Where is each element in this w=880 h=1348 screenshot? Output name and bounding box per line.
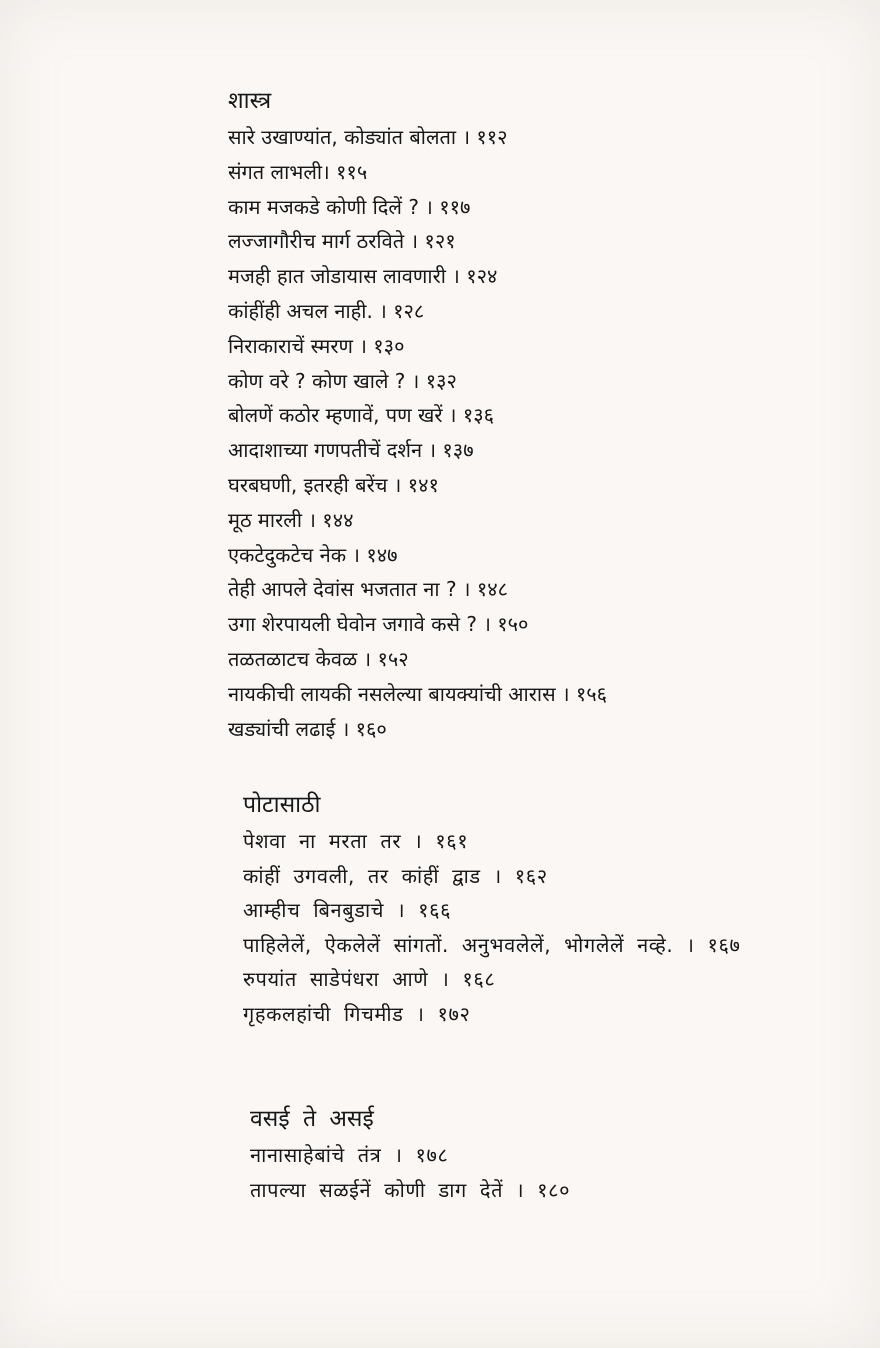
- toc-entry: नायकीची लायकी नसलेल्या बायक्यांची आरास । १५६: [228, 681, 608, 706]
- toc-entry: खड्यांची लढाई । १६०: [228, 716, 387, 741]
- toc-entry: निराकाराचें स्मरण । १३०: [228, 333, 405, 358]
- toc-entry: बोलणें कठोर म्हणावें, पण खरें । १३६: [228, 403, 495, 428]
- toc-entry: रुपयांत साडेपंधरा आणे । १६८: [243, 967, 496, 992]
- toc-entry: एकटेदुकटेच नेक । १४७: [228, 542, 398, 567]
- toc-entry: काम मजकडे कोणी दिलें ? । ११७: [228, 194, 471, 219]
- toc-entry: कांहीं उगवली, तर कांहीं द्वाड । १६२: [243, 863, 548, 888]
- toc-entry: आम्हीच बिनबुडाचे । १६६: [243, 898, 452, 923]
- section-heading: वसई ते असई: [250, 1106, 374, 1132]
- toc-section-vasai-te-asai: [250, 1104, 570, 1208]
- toc-entry: गृहकलहांची गिचमीड । १७२: [243, 1001, 471, 1026]
- section-heading: शास्त्र: [228, 88, 272, 114]
- toc-entry: संगत लाभली। ११५: [228, 159, 368, 184]
- toc-entry: कांहींही अचल नाही. । १२८: [228, 298, 425, 323]
- toc-entry: कोण वरे ? कोण खाले ? । १३२: [228, 368, 457, 393]
- toc-entry: मूठ मारली । १४४: [228, 507, 354, 532]
- toc-entry: पेशवा ना मरता तर । १६१: [243, 829, 469, 853]
- toc-entry: घरबघणी, इतरही बरेंच । १४१: [228, 472, 439, 497]
- toc-entry: आदाशाच्या गणपतीचें दर्शन । १३७: [228, 438, 474, 463]
- toc-entry: सारे उखाण्यांत, कोड्यांत बोलता । ११२: [228, 125, 508, 149]
- toc-section-shastra: [228, 86, 607, 746]
- toc-entry: लज्जागौरीच मार्ग ठरविते । १२१: [228, 229, 456, 254]
- toc-section-potasathi: [243, 790, 740, 1032]
- toc-entry: नानासाहेबांचे तंत्र । १७८: [250, 1143, 449, 1167]
- toc-entry: तापल्या सळईनें कोणी डाग देतें । १८०: [250, 1178, 571, 1202]
- toc-entry: पाहिलेलें, ऐकलेलें सांगतों. अनुभवलेलें, भोगलेलें नव्हे. । १६७: [243, 932, 741, 957]
- toc-entry: उगा शेरपायली घेवोन जगावे कसे ? । १५०: [228, 612, 529, 637]
- toc-entry: तेही आपले देवांस भजतात ना ? । १४८: [228, 577, 509, 602]
- section-heading: पोटासाठी: [243, 792, 321, 818]
- toc-entry: तळतळाटच केवळ । १५२: [228, 646, 409, 671]
- toc-entry: मजही हात जोडायास लावणारी । १२४: [228, 264, 498, 289]
